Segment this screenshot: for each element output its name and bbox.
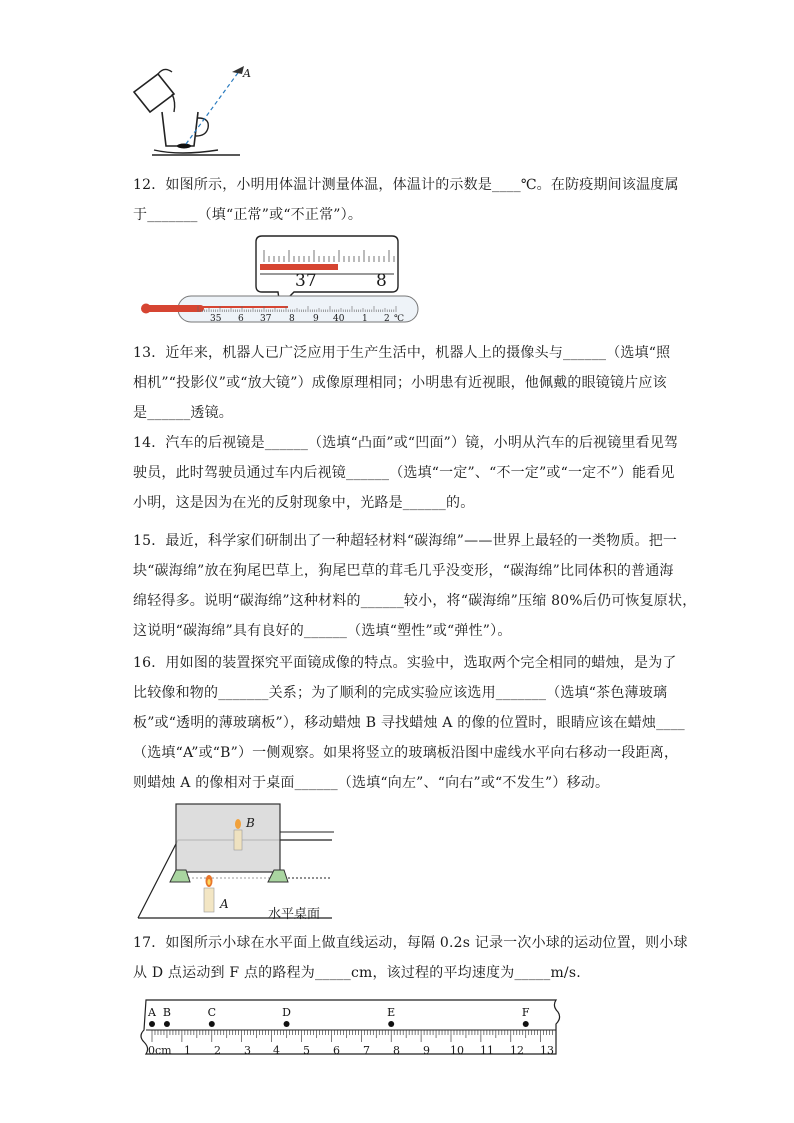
ruler-num-12: 12 <box>510 1044 524 1057</box>
q16-line4: （选填“A”或“B”）一侧观察。如果将竖立的玻璃板沿图中虚线水平向右移动一段距离， <box>133 745 679 761</box>
q16-line5: 则蜡烛 A 的像相对于桌面______（选填“向左”、“向右”或“不发生”）移动。 <box>133 775 610 791</box>
mirror-label-b: B <box>246 816 255 830</box>
q13-line2: 相机”“投影仪”或“放大镜”）成像原理相同；小明患有近视眼，他佩戴的眼镜镜片应该 <box>133 375 667 391</box>
scale-35: 35 <box>210 314 222 324</box>
ruler-num-11: 11 <box>480 1044 494 1057</box>
ruler-num-2: 2 <box>214 1044 221 1057</box>
mirror-label-a: A <box>220 897 229 911</box>
q16-line1: 16．用如图的装置探究平面镜成像的特点。实验中，选取两个完全相同的蜡烛，是为了 <box>133 655 677 671</box>
q13-line1: 13．近年来，机器人已广泛应用于生产生活中，机器人上的摄像头与______（选填“照 <box>133 345 671 361</box>
q14-line2: 驶员，此时驾驶员通过车内后视镜______（选填“一定”、“不一定”或“一定不”）能看见 <box>133 465 675 481</box>
scale-unit: ℃ <box>394 314 405 324</box>
q12-line2: 于_______（填“正常”或“不正常”）。 <box>133 207 363 223</box>
q15-line3: 绵轻得多。说明“碳海绵”这种材料的______较小，将“碳海绵”压缩 80%后仍可恢复原状， <box>133 593 697 609</box>
q14-line3: 小明，这是因为在光的反射现象中，光路是______的。 <box>133 495 475 511</box>
q15-line4: 这说明“碳海绵”具有良好的______（选填“塑性”或“弹性”）。 <box>133 623 512 639</box>
ball-label-e: E <box>387 1006 396 1019</box>
q17-line2: 从 D 点运动到 F 点的路程为_____cm，该过程的平均速度为_____m/s. <box>133 965 581 981</box>
scale-40: 40 <box>333 314 345 324</box>
ruler-num-13: 13 <box>540 1044 554 1057</box>
ball-label-f: F <box>521 1006 530 1019</box>
scale-6: 6 <box>238 314 244 324</box>
scale-8: 8 <box>289 314 295 324</box>
ball-label-b: B <box>162 1006 171 1019</box>
ruler-num-6: 6 <box>333 1044 340 1057</box>
ball-label-a: A <box>148 1006 156 1019</box>
ruler-num-8: 8 <box>393 1044 400 1057</box>
ruler-num-9: 9 <box>423 1044 430 1057</box>
ruler-num-5: 5 <box>303 1044 310 1057</box>
ball-label-c: C <box>207 1006 217 1019</box>
q12-line1: 12．如图所示，小明用体温计测量体温，体温计的示数是____℃。在防疫期间该温度属 <box>133 177 679 193</box>
ruler-num-1: 1 <box>184 1044 191 1057</box>
ruler-labels <box>130 998 562 1062</box>
zoom-value-right: 8 <box>376 271 387 291</box>
scale-37: 37 <box>260 314 272 324</box>
q14-line1: 14．汽车的后视镜是______（选填“凸面”或“凹面”）镜，小明从汽车的后视镜里看见驾 <box>133 435 679 451</box>
table-label: 水平桌面 <box>268 907 321 922</box>
scale-2: 2 <box>384 314 390 324</box>
q13-line3: 是______透镜。 <box>133 405 233 421</box>
zoom-value-left: 37 <box>295 271 317 291</box>
q16-line3: 板”或“透明的薄玻璃板”），移动蜡烛 B 寻找蜡烛 A 的像的位置时，眼睛应该在蜡烛____ <box>133 715 685 731</box>
scale-9: 9 <box>313 314 319 324</box>
q15-line1: 15．最近，科学家们研制出了一种超轻材料“碳海绵”——世界上最轻的一类物质。把一 <box>133 533 678 549</box>
ruler-num-4: 4 <box>273 1044 280 1057</box>
q17-line1: 17．如图所示小球在水平面上做直线运动，每隔 0.2s 记录一次小球的运动位置，则小球 <box>133 935 688 951</box>
q16-line2: 比较像和物的_______关系；为了顺利的完成实验应该选用_______（选填“茶色薄玻璃 <box>133 685 668 701</box>
ruler-num-3: 3 <box>244 1044 251 1057</box>
cup-label-a: A <box>243 67 251 80</box>
ruler-unit: 0cm <box>148 1044 172 1057</box>
q15-line2: 块“碳海绵”放在狗尾巴草上，狗尾巴草的茸毛几乎没变形，“碳海绵”比同体积的普通海 <box>133 563 674 579</box>
ruler-num-10: 10 <box>450 1044 464 1057</box>
ball-label-d: D <box>282 1006 291 1019</box>
scale-1: 1 <box>362 314 368 324</box>
ruler-num-7: 7 <box>363 1044 370 1057</box>
